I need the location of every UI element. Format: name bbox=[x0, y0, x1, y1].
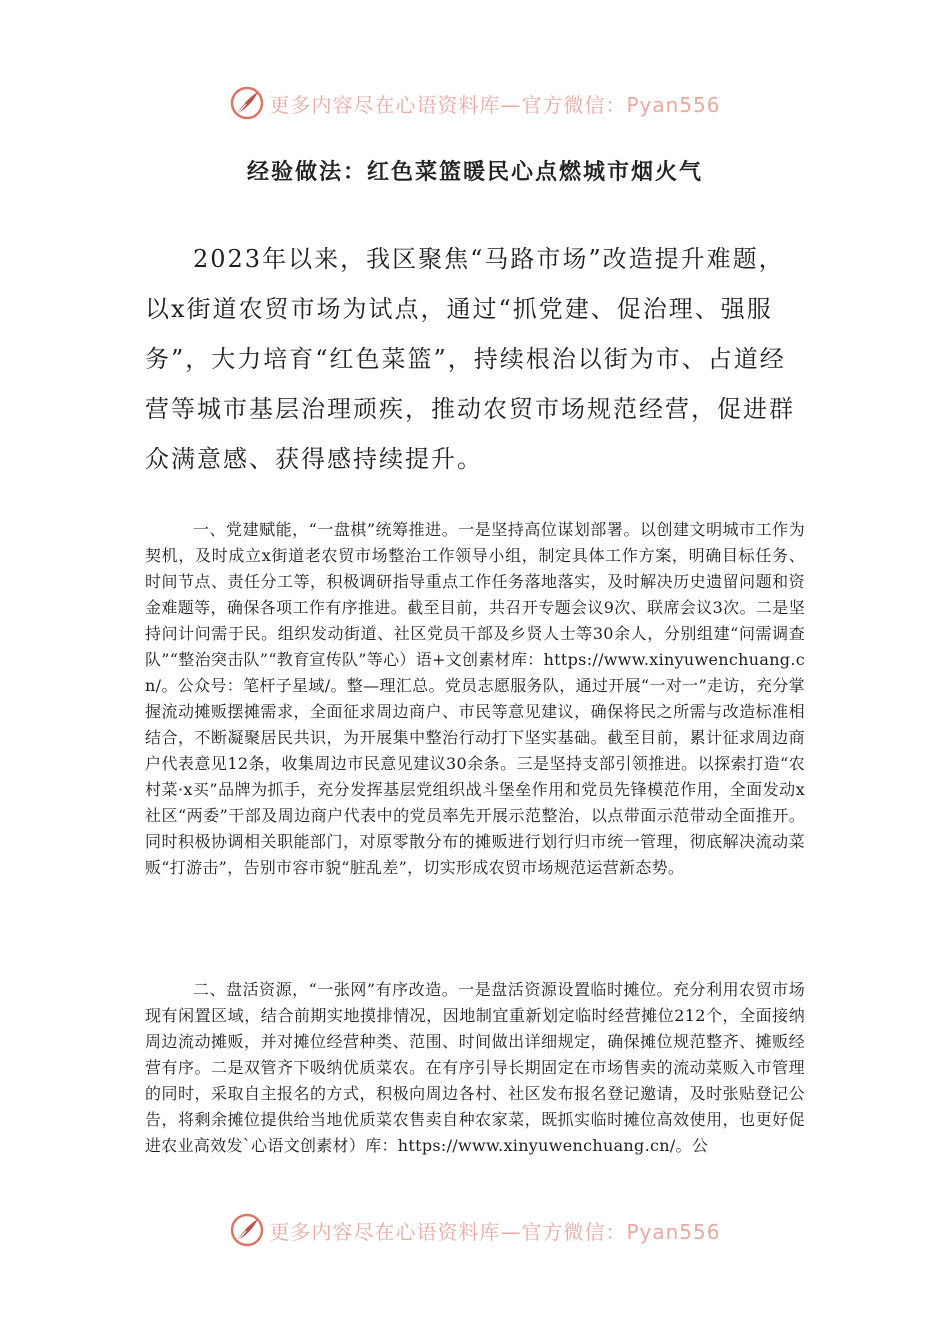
header-watermark-banner bbox=[0, 83, 950, 123]
document-title: 经验做法：红色菜篮暖民心点燃城市烟火气 bbox=[246, 159, 703, 185]
quill-logo-icon bbox=[229, 1212, 265, 1248]
lead-paragraph: 2023年以来，我区聚焦“马路市场”改造提升难题，以x街道农贸市场为试点，通过“抓党建、促治理、强服务”，大力培育“红色菜篮”，持续根治以街为市、占道经营等城市基层治理顽疾，推动农贸市场规范经营，促进群众满意感、获得感持续提升。 bbox=[145, 245, 795, 473]
body-paragraph-2: 二、盘活资源，“一张网”有序改造。一是盘活资源设置临时摊位。充分利用农贸市场现有闲置区域，结合前期实地摸排情况，因地制宜重新划定临时经营摊位212个，全面接纳周边流动摊贩，并对摊位经营种类、范围、时间做出详细规定，确保摊位规范整齐、摊贩经营有序。二是双管齐下吸纳优质菜农。在有序引导长期固定在市场售卖的流动菜贩入市管理的同时，采取自主报名的方式，积极向周边各村、社区发布报名登记邀请，及时张贴登记公告，将剩余摊位提供给当地优质菜农售卖自种农家菜，既抓实临时摊位高效使用，也更好促进农业高效发`心语文创素材）库：https://www.xinyuwenchuang.cn/。公 bbox=[145, 980, 805, 1155]
footer-watermark-banner bbox=[0, 1210, 950, 1250]
watermark-text: 更多内容尽在心语资料库—官方微信：Pyan556 bbox=[269, 92, 721, 117]
quill-logo-icon bbox=[229, 85, 265, 121]
body-paragraph-1: 一、党建赋能，“一盘棋”统筹推进。一是坚持高位谋划部署。以创建文明城市工作为契机，及时成立x街道老农贸市场整治工作领导小组，制定具体工作方案，明确目标任务、时间节点、责任分工等，积极调研指导重点工作任务落地落实，及时解决历史遗留问题和资金难题等，确保各项工作有序推进。截至目前，共召开专题会议9次、联席会议3次。二是坚持问计问需于民。组织发动街道、社区党员干部及乡贤人士等30余人，分别组建“问需调查队”“整治突击队”“教育宣传队”等心）语+文创素材库：https://www.xinyuwenchuang.cn/。公众号：笔杆子星域/。整—理汇总。党员志愿服务队，通过开展“一对一”走访，充分掌握流动摊贩摆摊需求，全面征求周边商户、市民等意见建议，确保将民之所需与改造标准相结合，不断凝聚居民共识，为开展集中整治行动打下坚实基础。截至目前，累计征求周边商户代表意见12条，收集周边市民意见建议30余条。三是坚持支部引领推进。以探索打造“农村菜·x买”品牌为抓手，充分发挥基层党组织战斗堡垒作用和党员先锋模范作用，全面发动x社区“两委”干部及周边商户代表中的党员率先开展示范整治，以点带面示范带动全面推开。同时积极协调相关职能部门，对原零散分布的摊贩进行划行归市统一管理，彻底解决流动菜贩“打游击”，告别市容市貌“脏乱差”，切实形成农贸市场规范运营新态势。 bbox=[145, 520, 805, 877]
watermark-text: 更多内容尽在心语资料库—官方微信：Pyan556 bbox=[269, 1219, 721, 1244]
